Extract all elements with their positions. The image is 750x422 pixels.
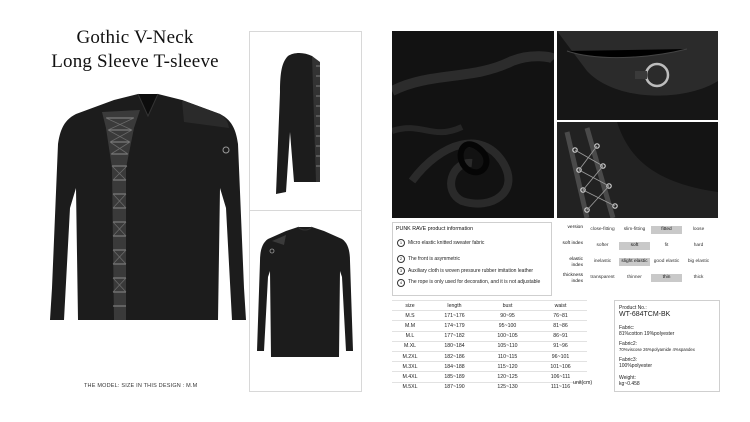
fabric1-value: 81%cotton 19%polyester: [619, 331, 675, 337]
back-shirt-image: [250, 211, 361, 391]
size-table-header: bust: [481, 301, 534, 311]
info-item-number: 1: [397, 239, 405, 247]
shoulder-ring-detail-photo: [557, 31, 718, 120]
side-view-frame: [249, 31, 362, 211]
attribute-option: slight elastic: [619, 258, 650, 266]
size-table-row: [392, 331, 587, 341]
size-table-cell: 96~101: [534, 351, 587, 361]
info-item-text: Auxiliary cloth is woven pressure rubber imitation leather: [408, 268, 534, 274]
attribute-option: slim-fitting: [623, 227, 646, 232]
size-table-cell: M.3XL: [392, 362, 428, 372]
product-title-line2: Long Sleeve T-sleeve: [51, 51, 219, 72]
attribute-row: [557, 224, 715, 237]
product-spec-card: [614, 300, 720, 392]
fabric2-value: 70%viscose 26%polyamide 4%spandex: [619, 347, 695, 352]
attribute-scale: [557, 224, 715, 292]
info-item-text: Micro elastic knitted sweater fabric: [408, 240, 485, 246]
info-item-number: 4: [397, 279, 405, 287]
attribute-label: thickness index: [563, 273, 583, 284]
size-table-cell: 180~184: [428, 341, 481, 351]
size-table-cell: M.2XL: [392, 351, 428, 361]
size-table-cell: M.XL: [392, 341, 428, 351]
product-no: WT-684TCM-BK: [619, 311, 671, 318]
size-table-cell: 86~91: [534, 331, 587, 341]
size-unit-label: unit(cm): [573, 380, 593, 386]
weight-value: kg~0.458: [619, 381, 640, 387]
size-table-cell: 184~188: [428, 362, 481, 372]
size-table-cell: 174~179: [428, 321, 481, 331]
size-table: [392, 300, 587, 392]
size-table-cell: 91~96: [534, 341, 587, 351]
attribute-option: good elastic: [653, 259, 680, 264]
attribute-label: elastic index: [569, 257, 583, 268]
front-shirt-image: [48, 88, 248, 324]
product-info-box: [392, 222, 552, 296]
info-item-number: 3: [397, 267, 405, 275]
info-item: [397, 267, 533, 275]
size-table-row: [392, 351, 587, 361]
attribute-option: softer: [596, 243, 609, 248]
size-table-cell: 95~100: [481, 321, 534, 331]
size-table-cell: 105~110: [481, 341, 534, 351]
product-info-heading: PUNK RAVE product information: [396, 226, 474, 232]
size-table-cell: 177~182: [428, 331, 481, 341]
size-table-cell: 120~125: [481, 372, 534, 382]
weight-label: Weight:: [619, 375, 636, 381]
attribute-label: version: [567, 225, 583, 230]
size-table-header: waist: [534, 301, 587, 311]
size-table-row: [392, 311, 587, 321]
size-table-row: [392, 362, 587, 372]
attribute-row: [557, 272, 715, 285]
size-table-cell: M.L: [392, 331, 428, 341]
fabric3-label: Fabric3:: [619, 357, 638, 363]
size-table-cell: 125~130: [481, 382, 534, 392]
size-table-cell: 81~86: [534, 321, 587, 331]
attribute-option: fitted: [651, 226, 682, 234]
model-size-note: THE MODEL: SIZE IN THIS DESIGN : M.M: [84, 383, 198, 389]
attribute-option: soft: [619, 242, 650, 250]
size-table-cell: M.4XL: [392, 372, 428, 382]
size-table-cell: 90~95: [481, 311, 534, 321]
fabric1-label: Fabric:: [619, 325, 635, 331]
attribute-option: thick: [693, 275, 704, 280]
attribute-row: [557, 240, 715, 253]
attribute-option: hard: [693, 243, 704, 248]
fabric-detail-photo: [392, 31, 554, 218]
size-table-cell: 171~176: [428, 311, 481, 321]
size-table-row: [392, 382, 587, 392]
size-table-cell: 187~190: [428, 382, 481, 392]
size-table-row: [392, 372, 587, 382]
fabric2-label: Fabric2:: [619, 341, 638, 347]
info-item-number: 2: [397, 255, 405, 263]
size-table-cell: 101~106: [534, 362, 587, 372]
attribute-option: close-fitting: [590, 227, 615, 232]
info-item-text: The front is asymmetric: [408, 256, 460, 262]
size-table-cell: M.M: [392, 321, 428, 331]
side-shirt-image: [250, 32, 361, 210]
fabric3-value: 100%polyester: [619, 363, 653, 369]
attribute-row: [557, 256, 715, 269]
info-item: [397, 255, 460, 263]
info-item-text: The rope is only used for decoration, and it is not adjustable: [408, 279, 541, 285]
size-table-header-row: [392, 301, 587, 311]
product-no-label: Product No.:: [619, 305, 647, 311]
attribute-label: soft index: [562, 241, 583, 246]
attribute-option: thin: [651, 274, 682, 282]
info-item: [397, 239, 484, 247]
back-view-frame: [249, 210, 362, 392]
size-table-cell: 182~186: [428, 351, 481, 361]
size-table-cell: M.S: [392, 311, 428, 321]
attribute-option: transparent: [590, 275, 615, 280]
size-table-cell: 76~81: [534, 311, 587, 321]
attribute-option: inelastic: [593, 259, 612, 264]
size-table-header: length: [428, 301, 481, 311]
product-title-line1: Gothic V-Neck: [76, 27, 194, 48]
size-table-cell: 106~111: [534, 372, 587, 382]
size-table-row: [392, 321, 587, 331]
attribute-option: fit: [664, 243, 669, 248]
product-title: [20, 26, 250, 74]
attribute-option: big elastic: [687, 259, 710, 264]
size-table-cell: 185~189: [428, 372, 481, 382]
size-table-row: [392, 341, 587, 351]
size-table-cell: 100~105: [481, 331, 534, 341]
size-table-cell: M.5XL: [392, 382, 428, 392]
size-table-cell: 115~120: [481, 362, 534, 372]
attribute-option: thinner: [627, 275, 642, 280]
attribute-option: loose: [692, 227, 705, 232]
lace-up-detail-photo: [557, 122, 718, 218]
size-table-cell: 110~115: [481, 351, 534, 361]
size-table-cell: 111~116: [534, 382, 587, 392]
size-table-header: size: [392, 301, 428, 311]
info-item: [397, 279, 547, 287]
